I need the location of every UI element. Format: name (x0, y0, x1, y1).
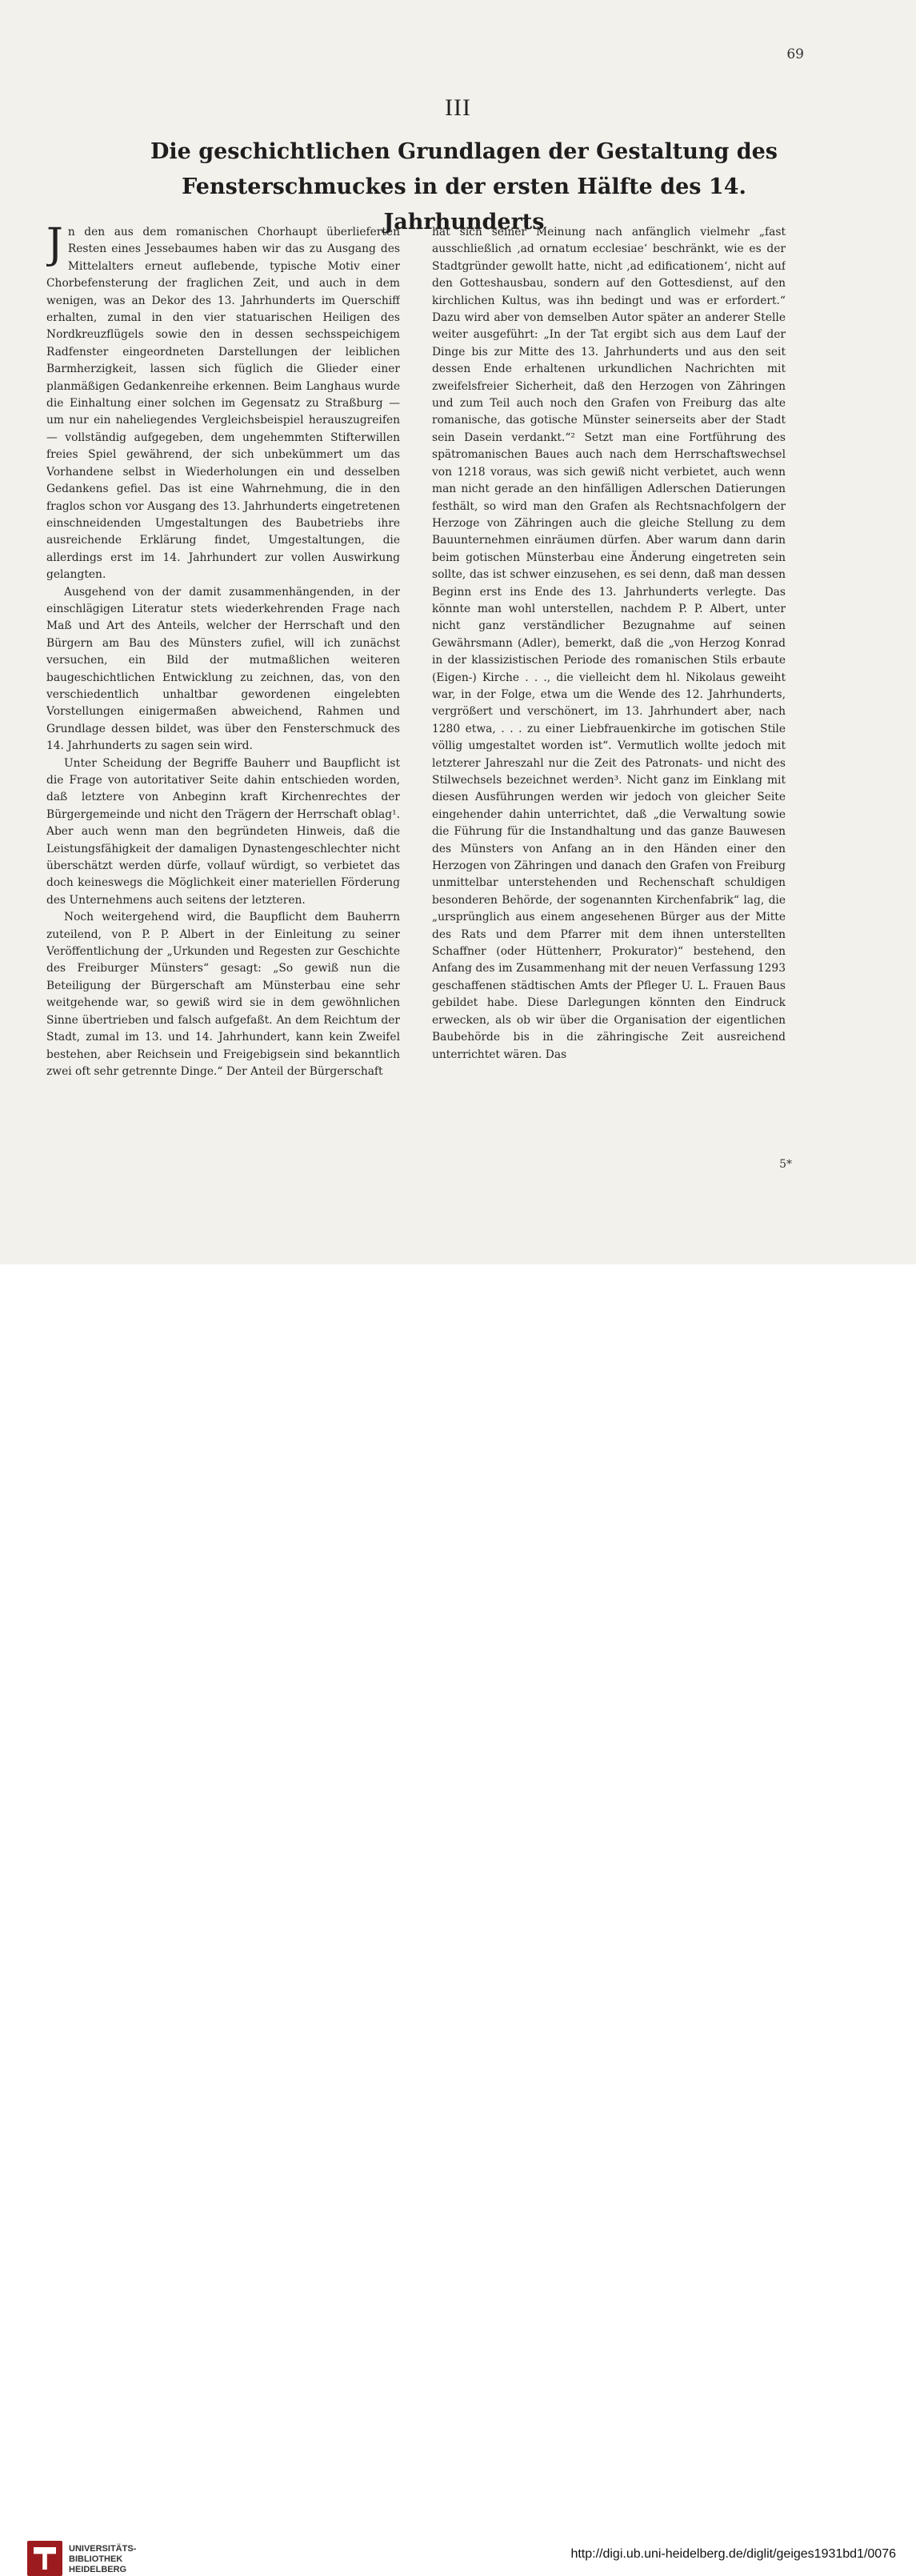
paragraph-5: hat sich seiner Meinung nach anfänglich vielmehr „fast ausschließlich ‚ad ornatum ecclesiae‘ beschränkt, wie es der Stadtgründer gewollt hatte, nicht ‚ad edificationem‘, nicht auf den Gotteshausbau, sondern auf den Gottesdienst, auf den kirchlichen Kultus, was ihn bedingt und was er erfordert.“ Dazu wird aber von demselben Autor später an anderer Stelle weiter ausgeführt: „In der Tat ergibt sich aus dem Lauf der Dinge bis zur Mitte des 13. Jahrhunderts und aus den seit dessen Ende erhaltenen urkundlichen Nachrichten mit zweifelsfreier Sicherheit, daß den Herzogen von Zähringen und zum Teil auch noch den Grafen von Freiburg das alte romanische, das gotische Münster seinerseits aber der Stadt sein Dasein verdankt.“² Setzt man eine Fortführung des spätromanischen Baues auch nach dem Herrschaftswechsel von 1218 voraus, was sich gewiß nicht verbietet, auch wenn man nicht gerade an den hinfälligen Adlerschen Datierungen festhält, so wird man den Grafen als Rechtsnachfolgern der Herzoge von Zähringen auch die gleiche Stellung zu dem Bauunternehmen einräumen dürfen. Aber warum dann darin beim gotischen Münsterbau eine Änderung eingetreten sein sollte, das ist schwer einzusehen, es sei denn, daß man dessen Beginn erst ins Ende des 13. Jahrhunderts verlegte. Das könnte man wohl unterstellen, nachdem P. P. Albert, unter nicht ganz verständlicher Bezugnahme auf seinen Gewährsmann (Adler), bemerkt, daß die „von Herzog Konrad in der klassizistischen Periode des romanischen Stils erbaute (Eigen-) Kirche . . ., die vielleicht dem hl. Nikolaus geweiht war, in der Folge, etwa um die Wende des 12. Jahrhunderts, vergrößert und verschönert, im 13. Jahrhundert aber, nach 1280 etwa, . . . zu einer Liebfrauenkirche im gotischen Stile völlig umgestaltet worden ist“. Vermutlich wollte jedoch mit letzterer Jahreszahl nur die Zeit des Patronats- und nicht des Stilwechsels bezeichnet werden³. Nicht ganz im Einklang mit diesen Ausführungen werden wir jedoch von gleicher Seite eingehender dahin unterrichtet, daß „die Verwaltung sowie die Führung für die Instandhaltung und das ganze Bauwesen des Münsters von Anfang an in den Händen einer den Herzogen von Zähringen und danach den Grafen von Freiburg unmittelbar unterstehenden und Rechenschaft schuldigen besonderen Behörde, der sogenannten Kirchenfabrik“ lag, die „ursprünglich aus einem angesehenen Bürger aus der Mitte des Rats und dem Pfarrer mit dem ihnen unterstellten Schaffner (oder Hüttenherr, Prokurator)“ bestehend, den Anfang des im Zusammenhang mit der neuen Verfassung 1293 geschaffenen städtischen Amts der Pfleger U. L. Frauen Baus gebildet habe. Diese Darlegungen könnten den Eindruck erwecken, als ob wir über die Organisation der eigentlichen Baubehörde bis in die zähringische Zeit ausreichend unterrichtet wären. Das (432, 226, 786, 1061)
library-logo-text: UNIVERSITÄTS- BIBLIOTHEK HEIDELBERG (69, 2544, 137, 2574)
drop-capital: J (46, 224, 63, 268)
paragraph-1-text: n den aus dem romanischen Chorhaupt überlieferten Resten eines Jessebaumes haben wir das zu Ausgang des Mittelalters erneut auflebende, typische Motiv einer Chorbefensterung der fraglichen Zeit, und auch in dem wenigen, was an Dekor des 13. Jahrhunderts im Querschiff erhalten, zumal in den vier statuarischen Heiligen des Nordkreuzflügels sowie den in dessen sechsspeichigem Radfenster eingeordneten Darstellungen der leiblichen Barmherzigkeit, lassen sich füglich die Glieder einer planmäßigen Gedankenreihe erkennen. Beim Langhaus wurde die Einhaltung einer solchen im Gegensatz zu Straßburg — um nur ein naheliegendes Vergleichsbeispiel herauszugreifen — vollständig aufgegeben, dem ungehemmten Stifterwillen freies Spiel gewährend, der sich unbekümmert um das Vorhandene selbst in Wiederholungen ein und desselben Gedankens gefiel. Das ist eine Wahrnehmung, die in den fraglos schon vor Ausgang des 13. Jahrhunderts eingetretenen einschneidenden Umgestaltungen des Baubetriebs ihre ausreichende Erklärung findet, Umgestaltungen, die allerdings erst im 14. Jahrhundert zur vollen Auswirkung gelangten. (46, 226, 400, 582)
sheet-signature: 5* (779, 1158, 792, 1171)
chapter-number: III (445, 94, 471, 121)
page-title: Die geschichtlichen Grundlagen der Gestaltung des Fensterschmuckes in der ersten Hälfte des 14. Jahrhunderts (150, 139, 778, 234)
library-logo-icon (27, 2541, 62, 2576)
left-text-column (46, 224, 400, 1152)
paragraph-3: Unter Scheidung der Begriffe Bauherr und Baupflicht ist die Frage von autoritativer Seite dahin entschieden worden, daß letztere von Anbeginn kraft Kirchenrechtes der Bürgergemeinde und nicht den Trägern der Herrschaft oblag¹. Aber auch wenn man den begründeten Hinweis, daß die Leistungsfähigkeit der damaligen Dynastengeschlechter nicht überschätzt werden dürfe, vollauf würdigt, so verbietet das doch keineswegs die Möglichkeit einer materiellen Förderung des Unternehmens auch seitens der letzteren. (46, 756, 400, 907)
scanned-page (0, 0, 916, 1264)
source-url-link[interactable]: http://digi.ub.uni-heidelberg.de/diglit/geiges1931bd1/0076 (570, 2547, 896, 2561)
paragraph-2: Ausgehend von der damit zusammenhängenden, in der einschlägigen Literatur stets wiederkehrenden Frage nach Maß und Art des Anteils, welcher der Herrschaft und den Bürgern am Bau des Münsters zufiel, will ich zunächst versuchen, ein Bild der mutmaßlichen weiteren baugeschichtlichen Entwicklung zu zeichnen, das, von den verschiedentlich unhaltbar gewordenen eingelebten Vorstellungen einigermaßen abweichend, Rahmen und Grundlage dessen bildet, was über den Fensterschmuck des 14. Jahrhunderts zu sagen sein wird. (46, 585, 400, 753)
paragraph-4: Noch weitergehend wird, die Baupflicht dem Bauherrn zuteilend, von P. P. Albert in der Einleitung zu seiner Veröffentlichung der „Urkunden und Regesten zur Geschichte des Freiburger Münsters“ gesagt: „So gewiß nun die Beteiligung der Bürgerschaft am Münsterbau eine sehr weitgehende war, so gewiß wird sie in dem gewöhnlichen Sinne übertrieben und falsch aufgefaßt. An dem Reichtum der Stadt, zumal im 13. und 14. Jahrhundert, kann kein Zweifel bestehen, aber Reichsein und Freigebigsein sind bekanntlich zwei oft sehr getrennte Dinge.“ Der Anteil der Bürgerschaft (46, 911, 400, 1078)
footer-bar (0, 1264, 916, 2574)
right-text-column (432, 224, 786, 1152)
page-number: 69 (786, 46, 804, 62)
paragraph-1 (46, 224, 400, 584)
